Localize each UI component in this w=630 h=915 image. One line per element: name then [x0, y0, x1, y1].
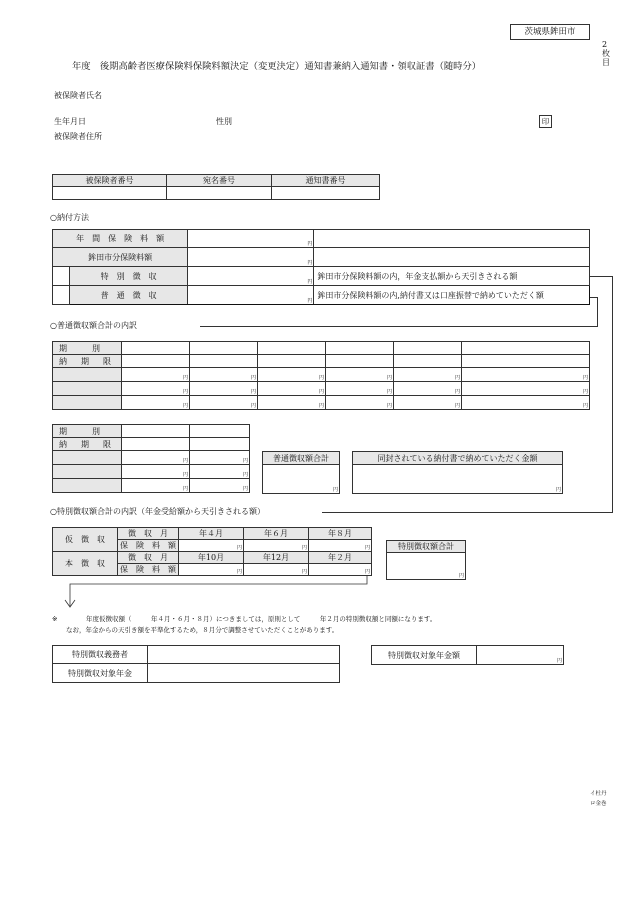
pension-amount-table: [371, 645, 564, 665]
arrow-connector: [62, 576, 372, 612]
enclosed-amount-label: 同封されている納付書で納めていただく金額: [353, 452, 563, 465]
note-mark: ※: [52, 615, 58, 623]
ordinary-breakdown-table-2: 期 別 納 期 限 円 円 円 円 円 円: [52, 424, 250, 493]
annual-premium-label: 年 間 保 険 料 額: [53, 230, 188, 248]
ordinary-total-table: [262, 451, 340, 494]
address-number-header: 宛名番号: [167, 175, 272, 187]
footer-code-1: イ杜丹: [590, 791, 607, 797]
special-connector: [590, 276, 613, 277]
ordinary-collection-label: 普 通 徴 収: [70, 286, 188, 305]
obligor-value: [148, 646, 340, 664]
ordinary-collection-note: 鉾田市分保険料額の内,納付書又は口座振替で納めていただく額: [314, 286, 590, 305]
main-month-label: 徴 収 月: [118, 552, 179, 564]
obligor-table: [52, 645, 340, 683]
note-line-1: 年度仮徴収額（ 年４月・６月・８月）につきましては，原則として 年２月の特別徴収額と同額になります。: [86, 615, 437, 623]
indent-cell: [53, 267, 70, 286]
address-number-cell: [167, 187, 272, 200]
main-collection-label: 本 徴 収: [53, 552, 118, 576]
pension-amount-value: 円: [477, 646, 564, 665]
ordinary-breakdown-label: ○普通徴収額合計の内訳: [50, 322, 140, 330]
insured-number-header: 被保険者番号: [53, 175, 167, 187]
prov-month-label: 徴 収 月: [118, 528, 179, 540]
document-title: 年度 後期高齢者医療保険料保険料額決定（変更決定）通知書兼納入通知書・領収証書（随時分）: [72, 61, 482, 72]
seal-mark: 印: [539, 115, 552, 128]
ordinary-breakdown-table-1: 期 別 納 期 限 円 円 円 円 円 円 円 円 円 円 円 円 円 円 円 円 円 円: [52, 341, 590, 410]
notice-number-cell: [272, 187, 380, 200]
ordinary-total-label: 普通徴収額合計: [263, 452, 340, 465]
city-premium-note: [314, 248, 590, 267]
special-collection-value: 円: [188, 267, 314, 286]
special-connector-vertical: [612, 276, 613, 512]
city-stamp: 茨城県鉾田市: [510, 24, 590, 40]
footer-code-2: ロ金巻: [590, 801, 607, 807]
ordinary-collection-value: 円: [188, 286, 314, 305]
notice-number-header: 通知書番号: [272, 175, 380, 187]
insured-number-cell: [53, 187, 167, 200]
main-month-1: 年10月: [179, 552, 244, 564]
main-month-2: 年12月: [244, 552, 309, 564]
special-connector-bottom: [322, 512, 613, 513]
special-collection-label: 特 別 徴 収: [70, 267, 188, 286]
indent-cell: [53, 286, 70, 305]
ordinary-connector-vertical: [597, 297, 598, 326]
prov-month-1: 年４月: [179, 528, 244, 540]
enclosed-amount-value: 円: [353, 465, 563, 494]
ordinary-connector-bottom: [200, 326, 598, 327]
annual-premium-note: [314, 230, 590, 248]
prov-month-2: 年６月: [244, 528, 309, 540]
sex-label: 性別: [216, 117, 232, 126]
dob-label: 生年月日: [54, 117, 86, 126]
insured-name-label: 被保険者氏名: [54, 91, 102, 100]
provisional-collection-label: 仮 徴 収: [53, 528, 118, 552]
enclosed-amount-table: [352, 451, 563, 494]
note-line-2: なお，年金からの天引き額を平準化するため，８月分で調整させていただくことがあります。: [66, 626, 339, 634]
period-label-2: 期 別: [53, 425, 122, 438]
obligor-label: 特別徴収義務者: [53, 646, 148, 664]
special-collection-note: 鉾田市分保険料額の内，年金支払額から天引きされる額: [314, 267, 590, 286]
pension-amount-label: 特別徴収対象年金額: [372, 646, 477, 665]
payment-method-label: ○納付方法: [50, 213, 89, 222]
main-premium-label: 保 険 料 額: [118, 564, 179, 576]
sheet-count: 2枚目: [602, 40, 610, 67]
ordinary-total-value: 円: [263, 465, 340, 494]
city-premium-value: 円: [188, 248, 314, 267]
special-total-label: 特別徴収額合計: [387, 541, 466, 553]
annual-premium-value: 円: [188, 230, 314, 248]
special-breakdown-label: ○特別徴収額合計の内訳（年金受給額から天引きされる額）: [50, 508, 268, 516]
deadline-label-2: 納 期 限: [53, 438, 122, 451]
deadline-label: 納 期 限: [53, 355, 122, 368]
id-number-table: [52, 174, 380, 200]
special-total-value: 円: [387, 553, 466, 580]
period-label: 期 別: [53, 342, 122, 355]
pension-label: 特別徴収対象年金: [53, 664, 148, 683]
insured-address-label: 被保険者住所: [54, 132, 102, 141]
special-breakdown-table: 仮 徴 収 徴 収 月 年４月 年６月 年８月 保 険 料 額 円 円 円 本 徴 収 徴 収 月 年10月 年12月 年２月 保 険 料 額 円 円 円: [52, 527, 372, 576]
city-premium-label: 鉾田市分保険料額: [53, 248, 188, 267]
pension-value: [148, 664, 340, 683]
payment-method-table: [52, 229, 590, 305]
special-total-table: [386, 540, 466, 580]
prov-month-3: 年８月: [309, 528, 372, 540]
prov-premium-label: 保 険 料 額: [118, 540, 179, 552]
main-month-3: 年２月: [309, 552, 372, 564]
